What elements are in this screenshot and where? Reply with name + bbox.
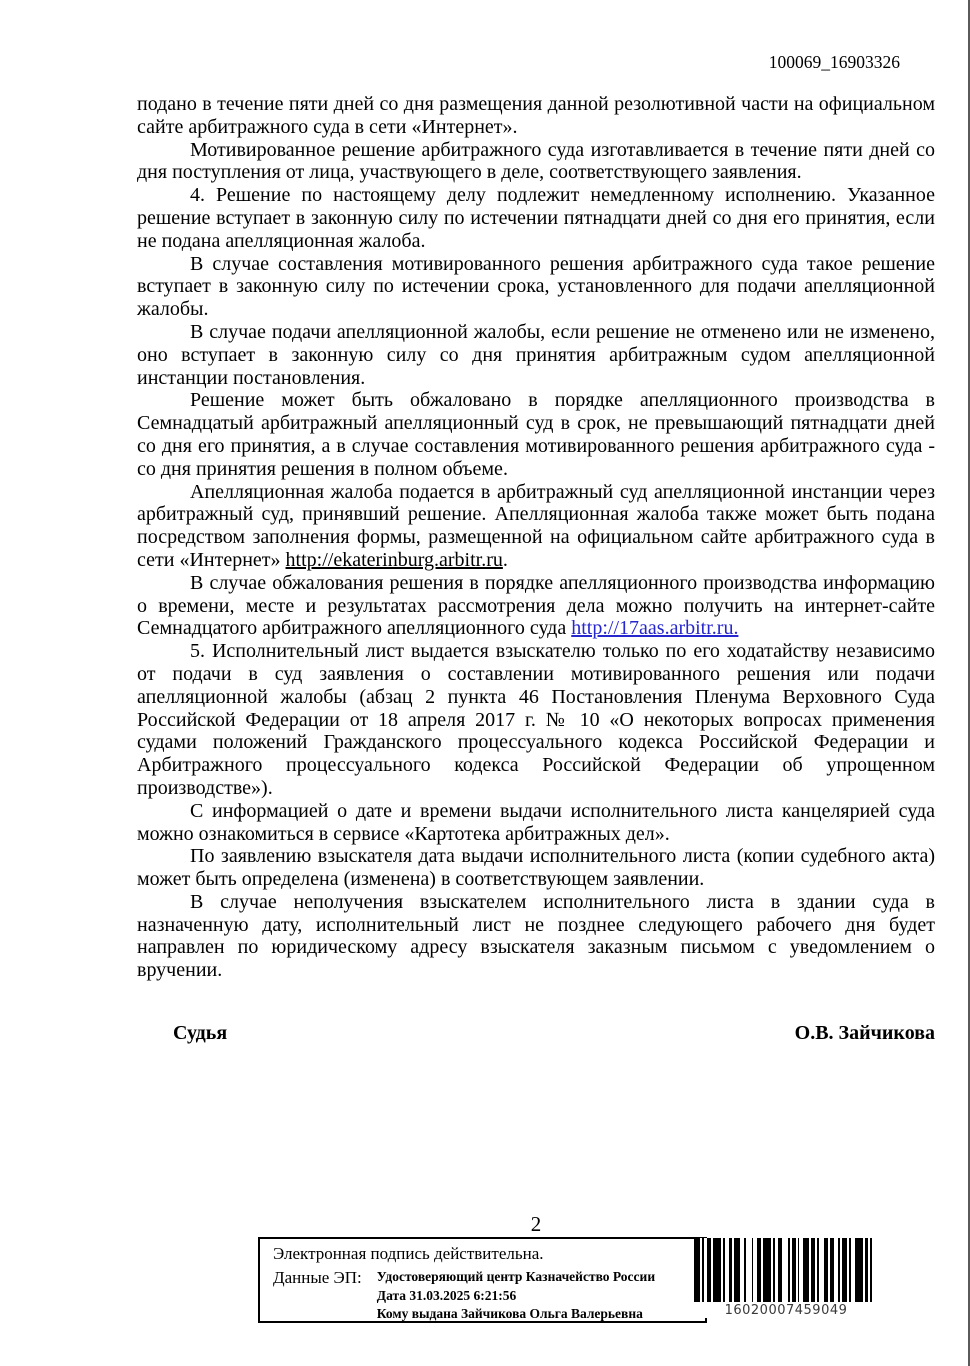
esignature-data-label: Данные ЭП:	[273, 1268, 362, 1287]
paragraph-motivated-decision: Мотивированное решение арбитражного суда изготавливается в течение пяти дней со дня поступления от лица, участвующего в деле, соответствующего заявления.	[137, 138, 935, 184]
paragraph-writ-mailing: В случае неполучения взыскателем исполнительного листа в здании суда в назначенную дату, исполнительный лист не позднее следующего рабочего дня будет направлен по юридическому адресу взыскателя заказным письмом с уведомлением о вручении.	[137, 890, 935, 982]
signature-row	[137, 1022, 935, 1045]
paragraph-appeal-procedure: Решение может быть обжаловано в порядке апелляционного производства в Семнадцатый арбитражный апелляционный суд в срок, не превышающий пятнадцати дней со дня его принятия, а в случае составления мотивированного решения арбитражного суда - со дня принятия решения в полном объеме.	[137, 389, 935, 480]
esignature-valid-text: Электронная подпись действительна.	[273, 1244, 544, 1263]
esignature-owner-line: Кому выдана Зайчикова Ольга Валерьевна	[376, 1306, 643, 1321]
paragraph-appeal-submission	[137, 481, 935, 572]
paragraph-appeal-filed: В случае подачи апелляционной жалобы, если решение не отменено или не изменено, оно вступает в законную силу со дня принятия арбитражным судом апелляционной инстанции постановления.	[137, 320, 935, 389]
paragraph-text: Апелляционная жалоба подается в арбитражный суд апелляционной инстанции через арбитражный суд, принявший решение. Апелляционная жалоба также может быть подана посредством заполнения формы, размещенной на официальном сайте арбитражного суда в сети «Интернет»	[137, 480, 935, 571]
esignature-data-row	[273, 1268, 697, 1324]
paragraph-appeal-info	[137, 572, 935, 640]
paragraph-item-4: 4. Решение по настоящему делу подлежит немедленному исполнению. Указанное решение вступает в законную силу по истечении пятнадцати дней со дня его принятия, если не подана апелляционная жалоба.	[137, 184, 935, 252]
paragraph-item-5: 5. Исполнительный лист выдается взыскателю только по его ходатайству независимо от подачи в суд заявления о составлении мотивированного решения или подачи апелляционной жалобы (абзац 2 пункта 46 Постановления Пленума Верховного Суда Российской Федерации от 18 апреля 2017 г. № 10 «О некоторых вопросах применения судами положений Гражданского процессуального кодекса Российской Федерации и Арбитражного процессуального кодекса Российской Федерации об упрощенном производстве»).	[137, 640, 935, 799]
ekaterinburg-court-link[interactable]: http://ekaterinburg.arbitr.ru	[285, 548, 503, 571]
barcode-number: 16020007459049	[724, 1303, 848, 1318]
document-number: 100069_16903326	[768, 52, 900, 72]
paragraph-legal-force-motivated: В случае составления мотивированного решения арбитражного суда такое решение вступает в законную силу по истечении срока, установленного для подачи апелляционной жалобы.	[137, 252, 935, 321]
judge-label: Судья	[173, 1022, 228, 1044]
esignature-details	[377, 1268, 655, 1324]
17aas-court-link[interactable]: http://17aas.arbitr.ru.	[571, 617, 739, 640]
paragraph-text: .	[502, 548, 508, 571]
paragraph-writ-info: С информацией о дате и времени выдачи исполнительного листа канцелярией суда можно ознакомиться в сервисе «Картотека арбитражных дел».	[137, 799, 935, 845]
paragraph-writ-date: По заявлению взыскателя дата выдачи исполнительного листа (копии судебного акта) может быть определена (изменена) в соответствующем заявлении.	[137, 845, 935, 891]
page-number: 2	[530, 1212, 542, 1236]
barcode	[694, 1238, 878, 1318]
paragraph-continuation: подано в течение пяти дней со дня размещения данной резолютивной части на официальном сайте арбитражного суда в сети «Интернет».	[137, 93, 935, 138]
esignature-ca-line: Удостоверяющий центр Казначейство России	[376, 1269, 656, 1284]
esignature-date-line: Дата 31.03.2025 6:21:56	[376, 1287, 517, 1303]
judge-name: О.В. Зайчикова	[794, 1022, 935, 1044]
esignature-stamp	[258, 1237, 707, 1323]
paragraph-text: В случае обжалования решения в порядке апелляционного производства информацию о времени, месте и результатах рассмотрения дела можно получить на интернет-сайте Семнадцатого арбитражного апелляционного суда	[137, 571, 935, 640]
document-body	[137, 93, 935, 982]
barcode-bars-icon	[694, 1238, 878, 1302]
